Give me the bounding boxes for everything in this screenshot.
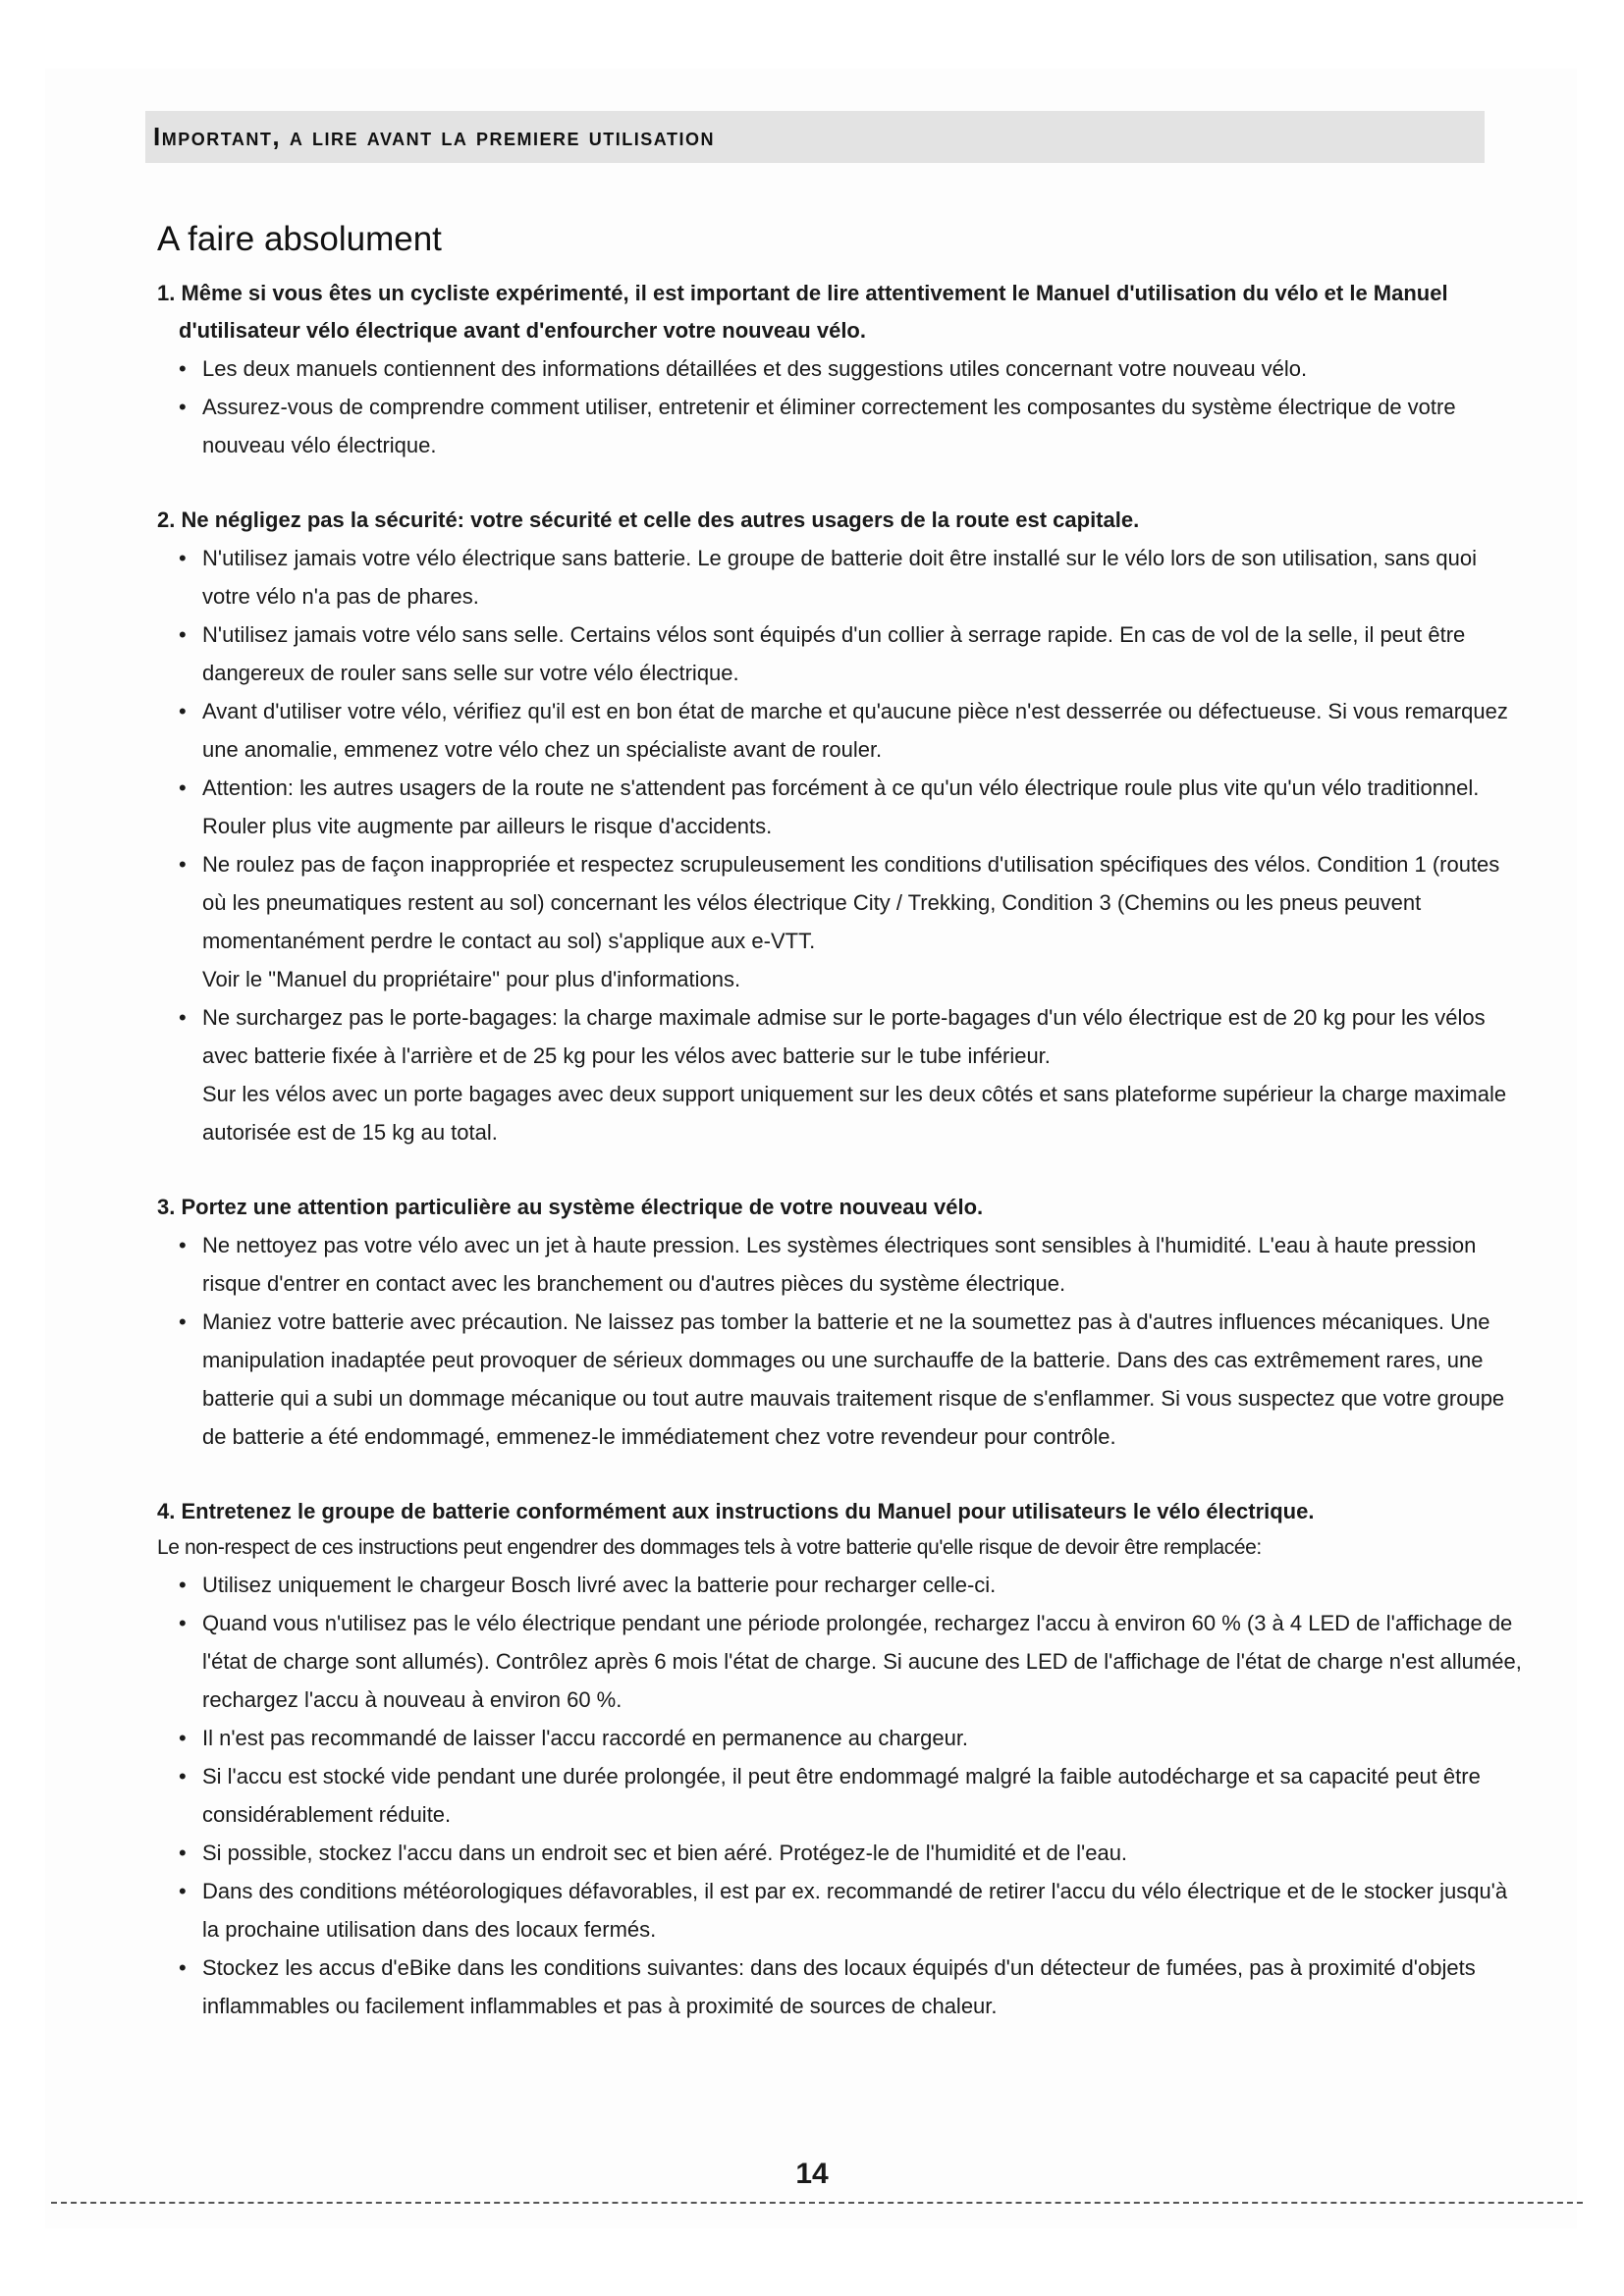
- list-item: • Utilisez uniquement le chargeur Bosch livré avec la batterie pour recharger celle-ci.: [157, 1566, 1522, 1604]
- list-item: • Ne nettoyez pas votre vélo avec un jet à haute pression. Les systèmes électriques sont sensibles à l'humidité. L'eau à haute pression risque d'entrer en contact avec les branchement ou d'autres pièces du système électrique.: [157, 1226, 1522, 1303]
- list-item: • Maniez votre batterie avec précaution. Ne laissez pas tomber la batterie et ne la soumettez pas à d'autres influences mécaniques. Une manipulation inadaptée peut provoquer de sérieux dommages ou une surchauffe de la batterie. Dans des cas extrêmement rares, une batterie qui a subi un dommage mécanique ou tout autre mauvais traitement risque de s'enflammer. Si vous suspectez que votre groupe de batterie a été endommagé, emmenez-le immédiatement chez votre revendeur pour contrôle.: [157, 1303, 1522, 1456]
- list-item-note: Sur les vélos avec un porte bagages avec deux support uniquement sur les deux côtés et sans plateforme supérieur la charge maximale autorisée est de 15 kg au total.: [202, 1082, 1507, 1145]
- section-heading: 2. Ne négligez pas la sécurité: votre sécurité et celle des autres usagers de la route est capitale.: [157, 507, 1140, 532]
- bullet-list: [157, 1226, 1522, 1456]
- list-item: • Si possible, stockez l'accu dans un endroit sec et bien aéré. Protégez-le de l'humidité et de l'eau.: [157, 1834, 1522, 1872]
- list-item: • N'utilisez jamais votre vélo sans selle. Certains vélos sont équipés d'un collier à serrage rapide. En cas de vol de la selle, il peut être dangereux de rouler sans selle sur votre vélo électrique.: [157, 615, 1522, 692]
- list-item: • N'utilisez jamais votre vélo électrique sans batterie. Le groupe de batterie doit être installé sur le vélo lors de son utilisation, sans quoi votre vélo n'a pas de phares.: [157, 539, 1522, 615]
- list-item: • Ne roulez pas de façon inappropriée et respectez scrupuleusement les conditions d'utilisation spécifiques des vélos. Condition 1 (routes où les pneumatiques restent au sol) concernant les vélos électrique City / Trekking, Condition 3 (Chemins ou les pneus peuvent momentanément perdre le contact au sol) s'applique aux e-VTT.: [157, 845, 1522, 960]
- section-header-title: Important, a lire avant la premiere utilisation: [153, 122, 715, 151]
- section-3: [157, 1189, 1522, 1456]
- list-item-note: Voir le "Manuel du propriétaire" pour plus d'informations.: [202, 967, 741, 991]
- list-item: • Les deux manuels contiennent des informations détaillées et des suggestions utiles concernant votre nouveau vélo.: [157, 349, 1522, 388]
- section-header-band: [145, 111, 1485, 163]
- footer-divider: [51, 2202, 1583, 2204]
- list-item: • Assurez-vous de comprendre comment utiliser, entretenir et éliminer correctement les composantes du système électrique de votre nouveau vélo électrique.: [157, 388, 1522, 464]
- bullet-list: [157, 998, 1522, 1075]
- section-1: [157, 275, 1522, 464]
- list-item: • Avant d'utiliser votre vélo, vérifiez qu'il est en bon état de marche et qu'aucune pièce n'est desserrée ou défectueuse. Si vous remarquez une anomalie, emmenez votre vélo chez un spécialiste avant de rouler.: [157, 692, 1522, 769]
- section-4: [157, 1493, 1522, 2025]
- section-2: [157, 502, 1522, 1151]
- list-item: • Il n'est pas recommandé de laisser l'accu raccordé en permanence au chargeur.: [157, 1719, 1522, 1757]
- bullet-list: [157, 349, 1522, 464]
- page-number: 14: [795, 2158, 829, 2190]
- list-item: • Attention: les autres usagers de la route ne s'attendent pas forcément à ce qu'un vélo électrique roule plus vite qu'un vélo traditionnel. Rouler plus vite augmente par ailleurs le risque d'accidents.: [157, 769, 1522, 845]
- section-heading: 3. Portez une attention particulière au système électrique de votre nouveau vélo.: [157, 1195, 984, 1219]
- list-item: • Si l'accu est stocké vide pendant une durée prolongée, il peut être endommagé malgré la faible autodécharge et sa capacité peut être considérablement réduite.: [157, 1757, 1522, 1834]
- document-body: [157, 218, 1522, 2025]
- bullet-list: [157, 1566, 1522, 2025]
- section-heading: 4. Entretenez le groupe de batterie conformément aux instructions du Manuel pour utilisateurs le vélo électrique.: [157, 1499, 1315, 1523]
- list-item: • Stockez les accus d'eBike dans les conditions suivantes: dans des locaux équipés d'un détecteur de fumées, pas à proximité d'objets inflammables ou facilement inflammables et pas à proximité de sources de chaleur.: [157, 1949, 1522, 2025]
- section-intro: Le non-respect de ces instructions peut engendrer des dommages tels à votre batterie qu'elle risque de devoir être remplacée:: [157, 1536, 1262, 1559]
- list-item: • Dans des conditions météorologiques défavorables, il est par ex. recommandé de retirer l'accu du vélo électrique et de le stocker jusqu'à la prochaine utilisation dans des locaux fermés.: [157, 1872, 1522, 1949]
- list-item: • Ne surchargez pas le porte-bagages: la charge maximale admise sur le porte-bagages d'un vélo électrique est de 20 kg pour les vélos avec batterie fixée à l'arrière et de 25 kg pour les vélos avec batterie sur le tube inférieur.: [157, 998, 1522, 1075]
- bullet-list: [157, 539, 1522, 960]
- subtitle: A faire absolument: [157, 220, 442, 258]
- section-heading: 1. Même si vous êtes un cycliste expérimenté, il est important de lire attentivement le Manuel d'utilisation du vélo et le Manuel d'utilisateur vélo électrique avant d'enfourcher votre nouveau vélo.: [157, 281, 1448, 343]
- list-item: • Quand vous n'utilisez pas le vélo électrique pendant une période prolongée, rechargez l'accu à environ 60 % (3 à 4 LED de l'affichage de l'état de charge sont allumés). Contrôlez après 6 mois l'état de charge. Si aucune des LED de l'affichage de l'état de charge n'est allumée, rechargez l'accu à nouveau à environ 60 %.: [157, 1604, 1522, 1719]
